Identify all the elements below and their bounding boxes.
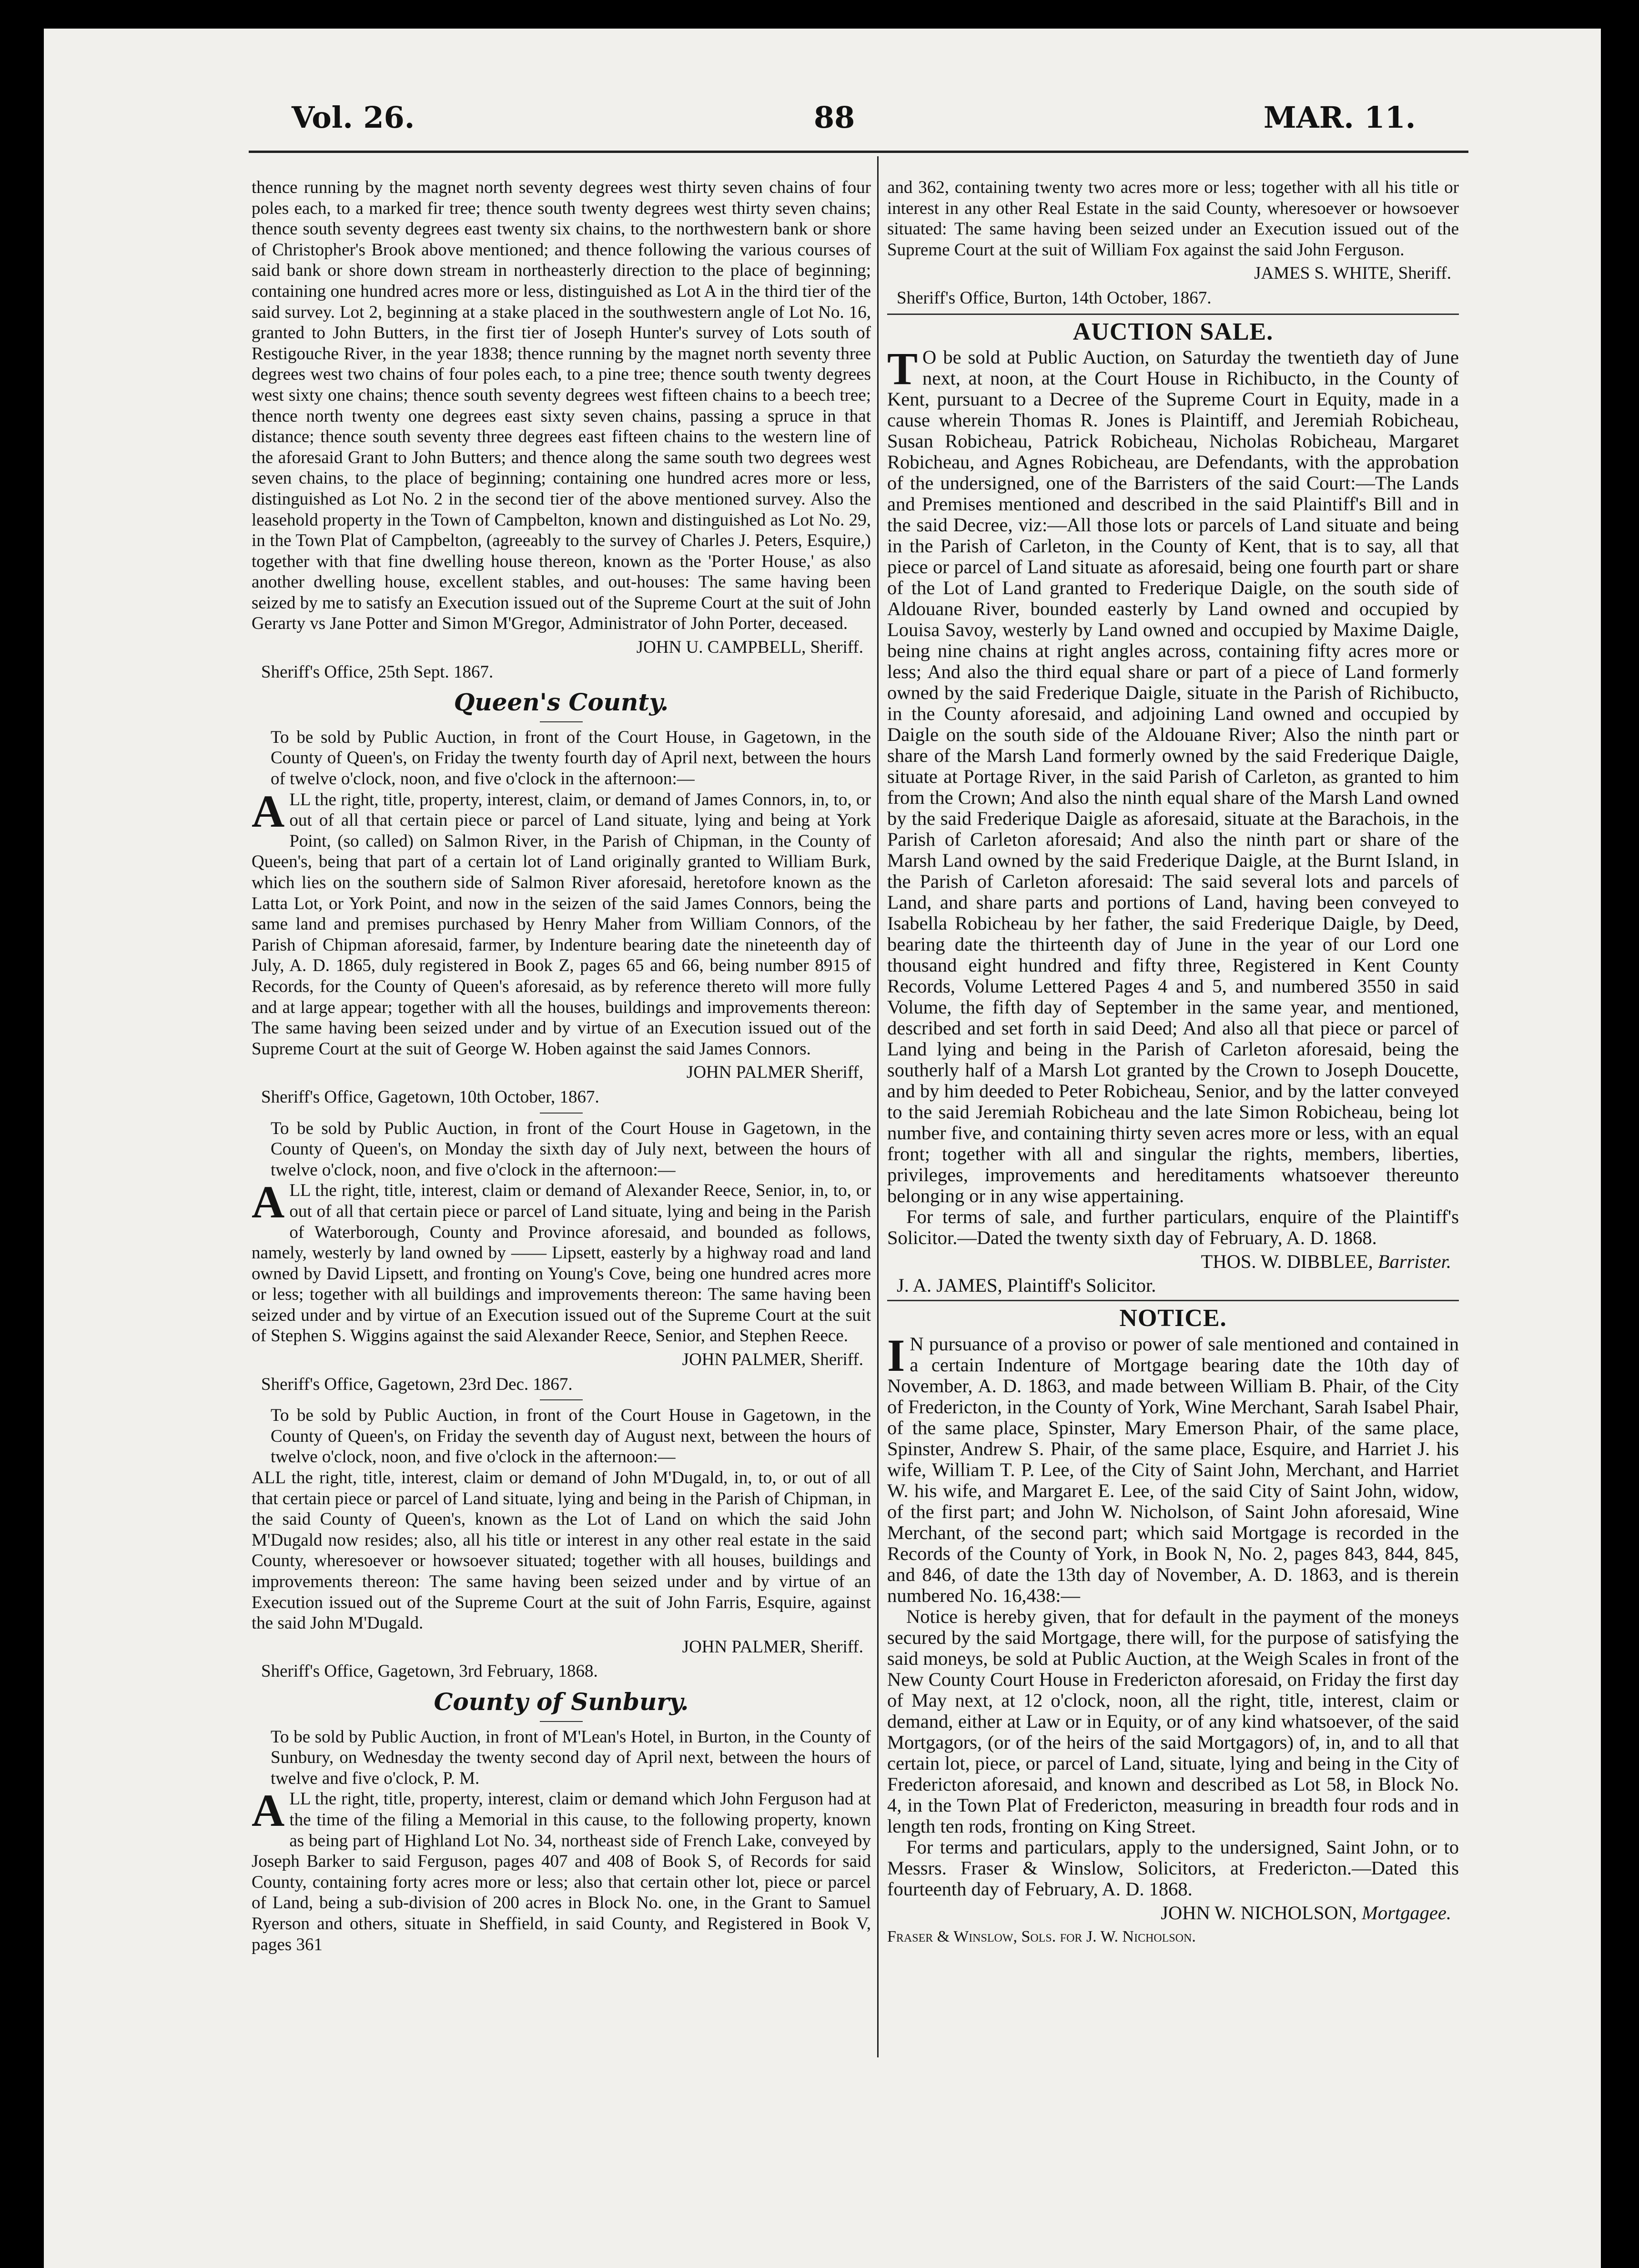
short-rule <box>540 1721 583 1722</box>
campbell-office: Sheriff's Office, 25th Sept. 1867. <box>261 662 494 682</box>
s1-body <box>252 1785 871 1955</box>
q2-signature: JOHN PALMER, Sheriff. <box>682 1350 863 1370</box>
short-rule <box>540 1113 583 1114</box>
notice-paragraph-2: Notice is hereby given, that for default in the payment of the moneys secured by the said Mortgage, there will, for the purpose of satisfying the said moneys, be sold at Public Auction, at the Weigh Scales in front of the New County Court House in Fredericton aforesaid, on Friday the first day of May next, at 12 o'clock, noon, all the right, title, interest, claim or demand, either at Law or in Equity, or of any kind whatsoever, of the said Mortgagors, (or of the heirs of the said Mortgagors) of, in, and to all that certain lot, piece, or parcel of Land, situate, lying and being in the City of Fredericton aforesaid, and known and described as Lot 58, in Block No. 4, in the Town Plat of Fredericton, measuring in breadth four rods and in length ten rods, fronting on King Street. <box>887 1605 1459 1837</box>
auction-barrister <box>887 1251 1451 1272</box>
volume-number: Vol. 26. <box>292 100 415 135</box>
page-number: 88 <box>814 100 855 135</box>
auction-terms: For terms of sale, and further particulars, enquire of the Plaintiff's Solicitor.—Dated the twenty sixth day of February, A. D. 1868. <box>887 1206 1459 1249</box>
white-notice-text: and 362, containing twenty two acres more or less; together with all his title or interest in any other Real Estate in the said County, wheresoever or howsoever situated: The same having been seized under an Execution issued out of the Supreme Court at the suit of William Fox against the said John Ferguson. <box>887 178 1459 260</box>
q2-intro: To be sold by Public Auction, in front of the Court House in Gagetown, in the County of Queen's, on Monday the sixth day of July next, between the hours of twelve o'clock, noon, and five o'clock in the afternoon:— <box>271 1118 871 1180</box>
drop-cap: A <box>252 785 285 837</box>
q2-body-text: LL the right, title, interest, claim or demand of Alexander Reece, Senior, in, to, or out of all that certain piece or parcel of Land situate, lying and being in the Parish of Waterborough, County and Province aforesaid, and bounded as follows, namely, westerly by land owned by —— Lipsett, easterly by a highway road and land owned by David Lipsett, and fronting on Young's Cove, being one hundred acres more or less; together with all buildings and improvements thereon: The same having been seized under and by virtue of an Execution issued out of the Supreme Court at the suit of Stephen S. Wiggins against the said Alexander Reece, Senior, and Stephen Reece. <box>252 1181 871 1346</box>
sunbury-county-heading: County of Sunbury. <box>434 1687 689 1716</box>
left-column <box>252 177 871 1955</box>
auction-body-text: O be sold at Public Auction, on Saturday the twentieth day of June next, at noon, at the Court House in Richibucto, in the County of Kent, pursuant to a Decree of the Supreme Court in Equity, made in a cause wherein Thomas R. Jones is Plaintiff, and Jeremiah Robicheau, Susan Robicheau, Patrick Robicheau, Nicholas Robicheau, Margaret Robicheau, and Agnes Robicheau, are Defendants, with the approbation of the undersigned, one of the Barristers of the said Court:—The Lands and Premises mentioned and described in the said Plaintiff's Bill and in the said Decree, viz:—All those lots or parcels of Land situate and being in the Parish of Carleton, in the County of Kent, that is to say, all that piece or parcel of Land situate as aforesaid, being one fourth part or share of the Lot of Land granted to Frederique Daigle, on the south side of Aldouane River, bounded easterly by Land owned and occupied by Louisa Savoy, westerly by Land owned and occupied by Maxime Daigle, being nine chains at right angles across, containing fifty acres more or less; And also the third equal share or part of a piece of Land formerly owned by the said Frederique Daigle, situate in the Parish of Richibucto, in the County aforesaid, and adjoining Land owned and occupied by Daigle on the south side of the Aldouane River; Also the ninth part or share of the Marsh Land formerly owned by the said Frederique Daigle, situate at Portage River, in the said Parish of Carleton, as granted to him from the Crown; And also the ninth equal share of the Marsh Land owned by the said Frederique Daigle as aforesaid, situate at the Barachois, in the Parish of Carleton aforesaid; And also the ninth part or share of the Marsh Land owned by the said Frederique Daigle, at the Burnt Island, in the Parish of Carleton aforesaid: The said several lots and parcels of Land, and share parts and portions of Land, having been conveyed to Isabella Robicheau by her father, the said Frederique Daigle, by Deed, bearing date the thirteenth day of June in the year of our Lord one thousand eight hundred and fifty three, Registered in Kent County Records, Volume Lettered Pages 4 and 5, and numbered 3550 in said Volume, the fifth day of September in the same year, and mentioned, described and set forth in said Deed; And also all that piece or parcel of Land lying and being in the Parish of Carleton aforesaid, being the southerly half of a Marsh Lot granted by the Crown to Joseph Doucette, and by him deeded to Peter Robicheau, Senior, and by the latter conveyed to the said Jeremiah Robicheau and the late Simon Robicheau, being lot number five, and containing thirty seven acres more or less, with an equal front; together with all and singular the rights, members, liberties, privileges, improvements and hereditaments whatsoever thereunto belonging or in any wise appertaining. <box>887 346 1459 1207</box>
mortgagee-title: Mortgagee. <box>1362 1902 1451 1924</box>
notice-body-text: N pursuance of a proviso or power of sale mentioned and contained in a certain Indenture of Mortgage bearing date the 10th day of November, A. D. 1863, and made between William B. Phair, of the City of Fredericton, in the County of York, Wine Merchant, Sarah Isabel Phair, of the same place, Spinster, Mary Emerson Phair, of the same place, Spinster, Andrew S. Phair, of the same place, Esquire, and Harriet J. his wife, William T. P. Lee, of the City of Saint John, Merchant, and Harriet W. his wife, and Margaret E. Lee, of the said City of Saint John, widow, of the first part; and John W. Nicholson, of Saint John aforesaid, Wine Merchant, of the second part; which said Mortgage is recorded in the Records of the County of York, in Book N, No. 2, pages 843, 844, 845, and 846, of date the 13th day of November, A. D. 1863, and is therein numbered No. 16,438:— <box>887 1333 1459 1606</box>
white-office: Sheriff's Office, Burton, 14th October, 1867. <box>897 288 1212 308</box>
right-column <box>887 177 1459 1947</box>
drop-cap: I <box>887 1329 905 1381</box>
notice-signature <box>887 1903 1451 1924</box>
q3-signature: JOHN PALMER, Sheriff. <box>682 1637 863 1657</box>
white-signature: JAMES S. WHITE, Sheriff. <box>1254 263 1451 284</box>
q3-intro: To be sold by Public Auction, in front of the Court House in Gagetown, in the County of Queen's, on Friday the seventh day of August next, between the hours of twelve o'clock, noon, and five o'clock in the afternoon:— <box>271 1406 871 1467</box>
notice-heading: NOTICE. <box>1119 1305 1227 1332</box>
q3-office: Sheriff's Office, Gagetown, 3rd February, 1868. <box>261 1661 598 1681</box>
section-rule <box>887 1300 1459 1301</box>
drop-cap: T <box>887 343 918 395</box>
short-rule <box>540 1399 583 1400</box>
auction-sale-heading: AUCTION SALE. <box>1072 318 1274 345</box>
notice-paragraph-3: For terms and particulars, apply to the undersigned, Saint John, or to Messrs. Fraser & Winslow, Solicitors, at Fredericton.—Dated this fourteenth day of February, A. D. 1868. <box>887 1836 1459 1900</box>
short-rule <box>540 721 583 722</box>
mortgagee-name: JOHN W. NICHOLSON, <box>1161 1902 1357 1924</box>
column-divider <box>877 156 879 2057</box>
q2-office: Sheriff's Office, Gagetown, 23rd Dec. 1867. <box>261 1374 573 1394</box>
drop-cap: A <box>252 1785 285 1836</box>
header-rule <box>249 151 1468 153</box>
section-rule <box>887 314 1459 315</box>
campbell-notice-text: thence running by the magnet north seventy degrees west thirty seven chains of four poles each, to a marked fir tree; thence south twenty degrees west thirty seven chains; thence south seventy degrees east twenty six chains, to the northwestern bank or shore of Christopher's Brook above mentioned; and thence following the various courses of said bank or shore down stream in northeasterly direction to the place of beginning; containing one hundred acres more or less, distinguished as Lot A in the third tier of the said survey. Lot 2, beginning at a stake placed in the southwestern angle of Lot No. 16, granted to John Butters, in the first tier of Joseph Hunter's survey of Lots south of Restigouche River, in the year 1838; thence running by the magnet north seventy three degrees west two chains of four poles each, to a pine tree; thence south twenty degrees west sixty one chains; thence south seventy degrees west fifteen chains to a beech tree; thence north twenty one degrees east sixty seven chains, passing a spruce in that distance; thence south seventy three degrees east fifteen chains to the western line of the aforesaid Grant to John Butters; and thence along the same south two degrees west seven chains, to the place of beginning; containing one hundred acres more or less, distinguished as Lot No. 2 in the second tier of the above mentioned survey. Also the leasehold property in the Town of Campbelton, known and distinguished as Lot No. 29, in the Town Plat of Campbelton, (agreeably to the survey of Charles J. Peters, Esquire,) together with that fine dwelling house thereon, known as the 'Porter House,' as also another dwelling house, excellent stables, and out-houses: The same having been seized by me to satisfy an Execution issued out of the Supreme Court at the suit of John Gerarty vs Jane Potter and Simon M'Gregor, Administrator of John Porter, deceased. <box>252 178 871 634</box>
q3-body: ALL the right, title, interest, claim or demand of John M'Dugald, in, to, or out of all that certain piece or parcel of Land situate, lying and being in the Parish of Chipman, in the said County of Queen's, known as the Lot of Land on which the said John M'Dugald now resides; also, all his title or interest in any other real estate in the said County, wheresoever or howsoever situated; together with all houses, buildings and improvements thereon: The same having been seized under and by virtue of an Execution issued out of the Supreme Court at the suit of John Farris, Esquire, against the said John M'Dugald. <box>252 1468 871 1633</box>
notice-body <box>887 1329 1459 1606</box>
q2-body <box>252 1176 871 1347</box>
s1-intro: To be sold by Public Auction, in front of M'Lean's Hotel, in Burton, in the County of Sunbury, on Wednesday the twenty second day of April next, between the hours of twelve and five o'clock, P. M. <box>271 1727 871 1788</box>
q1-body-text: LL the right, title, property, interest, claim, or demand of James Connors, in, to, or out of all that certain piece or parcel of Land situate, lying and being at York Point, (so called) on Salmon River, in the Parish of Chipman, in the County of Queen's, being that part of a certain lot of Land originally granted to William Burk, which lies on the southern side of Salmon River aforesaid, heretofore known as the Latta Lot, or York Point, and now in the seizen of the said James Connors, being the same land and premises purchased by Henry Maher from William Connors, of the Parish of Chipman aforesaid, farmer, by Indenture bearing date the nineteenth day of July, A. D. 1865, duly registered in Book Z, pages 65 and 66, being number 8915 of Records, for the County of Queen's aforesaid, as by reference thereto will more fully and at large appear; together with all the houses, buildings and improvements thereon: The same having been seized under and by virtue of an Execution issued out of the Supreme Court at the suit of George W. Hoben against the said James Connors. <box>252 790 871 1059</box>
q1-intro: To be sold by Public Auction, in front of the Court House, in Gagetown, in the County of Queen's, on Friday the twenty fourth day of April next, between the hours of twelve o'clock, noon, and five o'clock in the afternoon:— <box>271 727 871 789</box>
barrister-name: THOS. W. DIBBLEE, <box>1201 1251 1373 1273</box>
barrister-title: Barrister. <box>1377 1251 1451 1273</box>
drop-cap: A <box>252 1176 285 1228</box>
q1-office: Sheriff's Office, Gagetown, 10th October, 1867. <box>261 1087 599 1107</box>
q1-signature: JOHN PALMER Sheriff, <box>686 1063 863 1083</box>
campbell-signature: JOHN U. CAMPBELL, Sheriff. <box>636 638 863 658</box>
auction-solicitor: J. A. JAMES, Plaintiff's Solicitor. <box>897 1275 1156 1296</box>
issue-date: MAR. 11. <box>1264 100 1416 135</box>
queens-county-heading: Queen's County. <box>454 688 669 717</box>
auction-body <box>887 343 1459 1207</box>
s1-body-text: LL the right, title, property, interest, claim or demand which John Ferguson had at the time of the filing a Memorial in this cause, to the following property, known as being part of Highland Lot No. 34, northeast side of French Lake, conveyed by Joseph Barker to said Ferguson, pages 407 and 408 of Book S, of Records for said County, containing forty acres more or less; also that certain other lot, piece or parcel of Land, being a sub-division of 200 acres in Block No. one, in the Grant to Samuel Ryerson and others, situate in Sheffield, in said County, and Registered in Book V, pages 361 <box>252 1789 871 1954</box>
gazette-page <box>44 29 1601 2268</box>
notice-footer: Fraser & Winslow, Sols. for J. W. Nicholson. <box>887 1927 1196 1945</box>
q1-body <box>252 785 871 1060</box>
